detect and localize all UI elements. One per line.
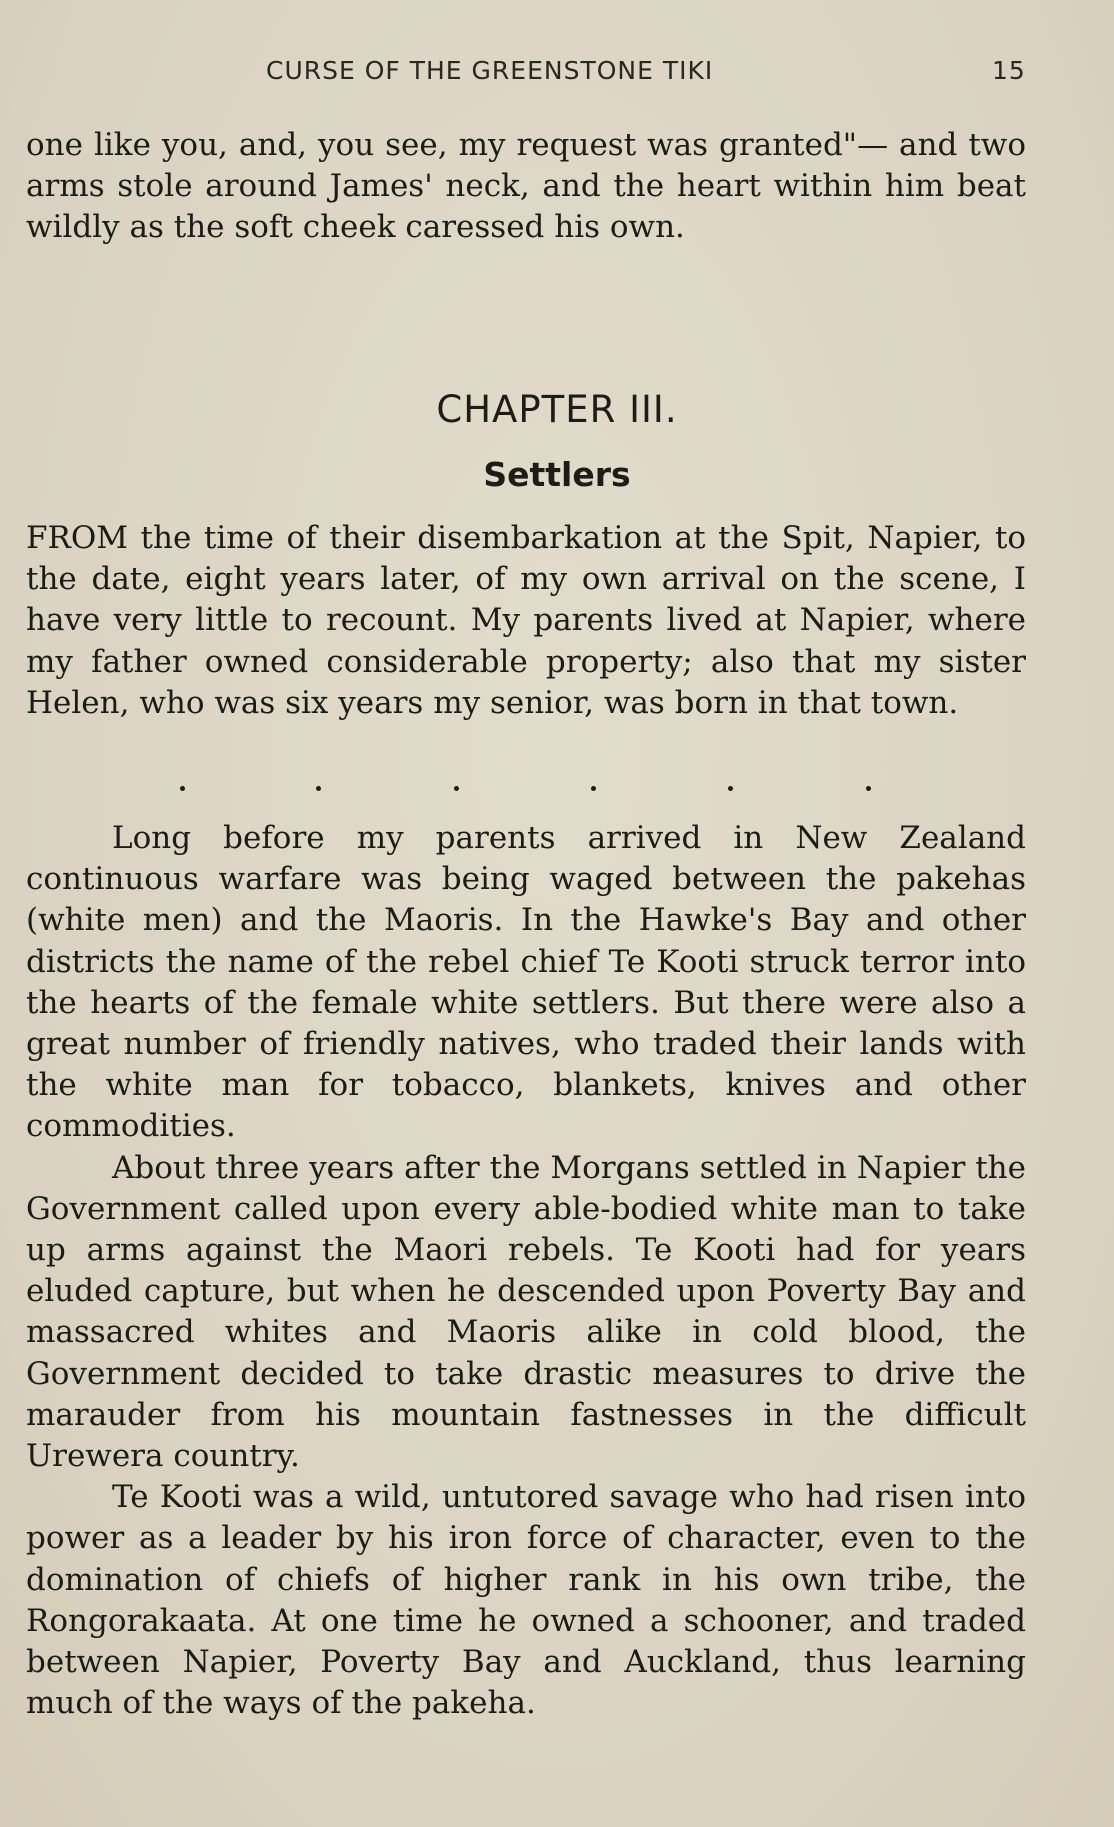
running-head	[0, 52, 1114, 92]
separator-dot	[591, 786, 596, 791]
separator-dot	[180, 786, 185, 791]
opening-paragraph-block	[26, 125, 1026, 249]
separator-dot	[316, 786, 321, 791]
paragraph: FROM the time of their disembarkation at the Spit, Napier, to the date, eight years later, of my own arrival on the scene, I have very little to recount. My parents lived at Napier, where my father owned considerable property; also that my sister Helen, who was six years my senior, was born in that town.	[26, 520, 1026, 721]
page-number: 15	[992, 56, 1026, 85]
paragraph: Te Kooti was a wild, untutored savage who had risen into power as a leader by his iron force of character, even to the domination of chiefs of higher rank in his own tribe, the Rongorakaata. At one time he owned a schooner, and traded between Napier, Poverty Bay and Auckland, thus learning much of the ways of the pakeha.	[26, 1479, 1026, 1722]
paragraph: one like you, and, you see, my request was granted"— and two arms stole around James' neck, and the heart within him beat wildly as the soft cheek caressed his own.	[26, 127, 1026, 246]
separator-dot	[728, 786, 733, 791]
paragraph: About three years after the Morgans settled in Napier the Government called upon every able-bodied white man to take up arms against the Maori rebels. Te Kooti had for years eluded capture, but when he descended upon Poverty Bay and massacred whites and Maoris alike in cold blood, the Government decided to take drastic measures to drive the marauder from his mountain fastnesses in the difficult Urewera country.	[26, 1149, 1026, 1475]
chapter-title: Settlers	[483, 455, 631, 494]
paragraph: Long before my parents arrived in New Zealand continuous warfare was being waged between the pakehas (white men) and the Maoris. In the Hawke's Bay and other districts the name of the rebel chief Te Kooti struck terror into the hearts of the female white settlers. But there were also a great number of friendly natives, who traded their lands with the white man for tobacco, blankets, knives and other commodities.	[26, 820, 1026, 1145]
separator-dot	[866, 786, 871, 791]
running-title: CURSE OF THE GREENSTONE TIKI	[266, 56, 714, 85]
chapter-heading: CHAPTER III.	[436, 388, 678, 431]
section-one	[26, 518, 1026, 724]
section-separator	[0, 762, 1114, 802]
separator-dot	[454, 786, 459, 791]
section-two	[26, 818, 1026, 1724]
